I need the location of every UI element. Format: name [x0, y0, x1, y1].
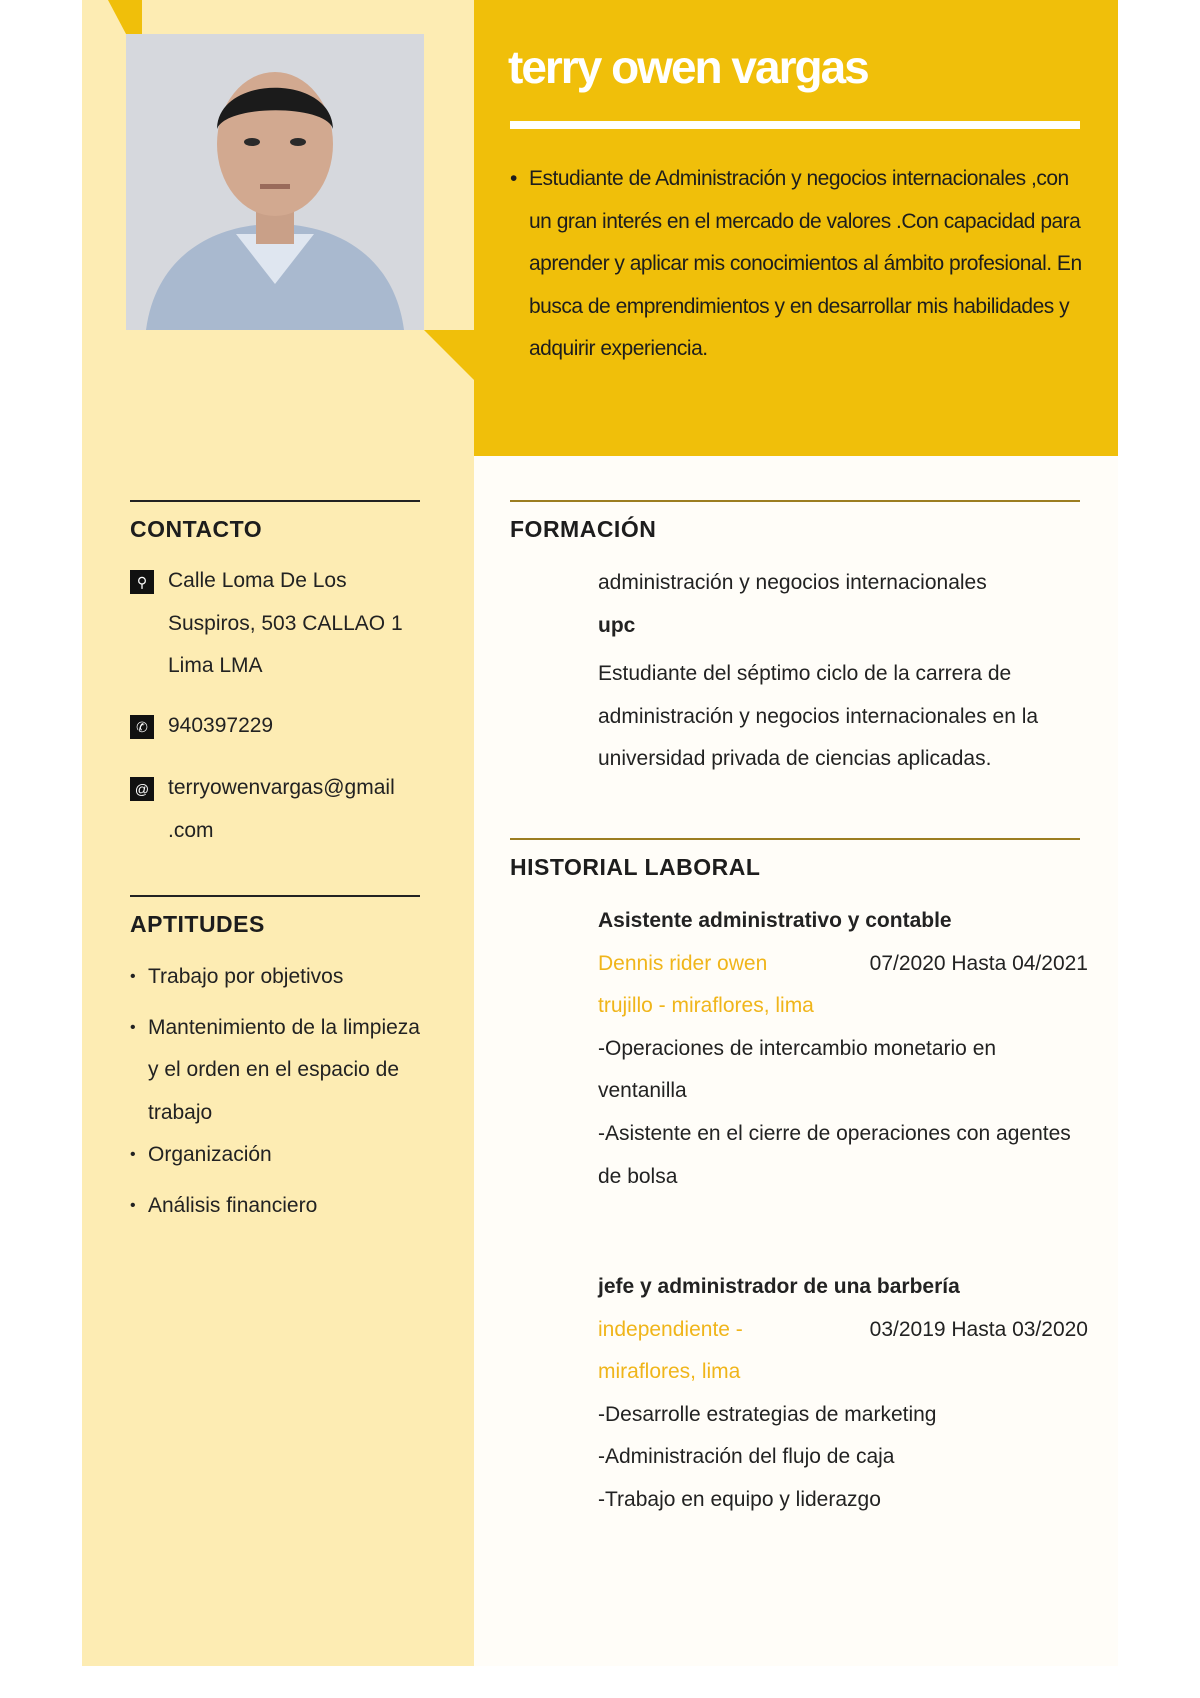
skills-title: APTITUDES — [130, 911, 265, 937]
name-divider — [510, 121, 1080, 129]
job-duty: -Administración del flujo de caja — [598, 1445, 895, 1469]
bullet-icon: • — [130, 1146, 136, 1164]
skill-item: • Trabajo por objetivos — [130, 956, 420, 999]
school: upc — [598, 613, 636, 637]
address-line-2: Suspiros, 503 CALLAO 1 — [168, 611, 403, 635]
job-duty: -Desarrolle estrategias de marketing — [598, 1402, 937, 1426]
contact-phone — [130, 705, 430, 748]
phone-icon: ✆ — [130, 715, 154, 739]
bullet-icon: • — [130, 1018, 136, 1036]
resume-page — [82, 0, 1118, 1666]
email-line-1: terryowenvargas@gmail — [168, 776, 395, 799]
job-role: Asistente administrativo y contable — [598, 909, 952, 932]
job-employer: independiente - — [598, 1317, 743, 1341]
work-divider — [510, 838, 1080, 840]
education-divider — [510, 500, 1080, 502]
contact-section — [130, 500, 420, 543]
skills-section — [130, 895, 420, 938]
skill-item: • Organización — [130, 1134, 420, 1177]
job-dates: 03/2019 Hasta 03/2020 — [869, 1317, 1088, 1341]
person-avatar-icon — [126, 34, 424, 330]
bullet-icon: • — [510, 167, 517, 190]
work-title: HISTORIAL LABORAL — [510, 854, 761, 880]
skill-item: • Análisis financiero — [130, 1185, 420, 1228]
address-line-1: Calle Loma De Los — [168, 569, 347, 592]
job-duty: -Trabajo en equipo y liderazgo — [598, 1487, 881, 1511]
job-entry — [598, 900, 1088, 1198]
contact-email — [130, 767, 430, 852]
degree: administración y negocios internacionales — [598, 571, 987, 594]
contact-divider — [130, 500, 420, 502]
skill-item: • Mantenimiento de la limpieza y el orden en el espacio de trabajo — [130, 1007, 420, 1135]
education-description: Estudiante del séptimo ciclo de la carrera de administración y negocios internacionales en la universidad privada de ciencias aplicadas. — [598, 662, 1039, 771]
email-line-2: .com — [168, 818, 214, 842]
contact-title: CONTACTO — [130, 516, 263, 542]
location-icon: ⚲ — [130, 570, 154, 594]
candidate-name: terry owen vargas — [508, 41, 868, 93]
job-dates: 07/2020 Hasta 04/2021 — [869, 951, 1088, 975]
job-duty: -Operaciones de intercambio monetario en ventanilla — [598, 1036, 997, 1103]
profile-summary — [510, 158, 1082, 371]
bullet-icon: • — [130, 968, 136, 985]
work-section — [510, 838, 1080, 881]
job-duty: -Asistente en el cierre de operaciones con agentes de bolsa — [598, 1121, 1071, 1188]
summary-text: Estudiante de Administración y negocios internacionales ,con un gran interés en el mercado de valores .Con capacidad para aprender y aplicar mis conocimientos al ámbito profesional. En busca de emprendimientos y en desarrollar mis habilidades y adquirir experiencia. — [529, 167, 1082, 361]
job-role: jefe y administrador de una barbería — [598, 1275, 960, 1298]
bullet-icon: • — [130, 1196, 136, 1214]
skills-list — [130, 956, 420, 1228]
profile-photo — [126, 34, 424, 330]
phone-number: 940397229 — [168, 714, 274, 737]
education-section — [510, 500, 1080, 543]
education-title: FORMACIÓN — [510, 516, 657, 542]
education-entry — [598, 562, 1088, 781]
skills-divider — [130, 895, 420, 897]
job-employer: Dennis rider owen — [598, 951, 768, 975]
job-location: miraflores, lima — [598, 1360, 741, 1384]
contact-address — [130, 560, 430, 688]
address-line-3: Lima LMA — [168, 654, 263, 678]
job-location: trujillo - miraflores, lima — [598, 994, 814, 1018]
email-icon: @ — [130, 777, 154, 801]
job-entry — [598, 1266, 1088, 1522]
